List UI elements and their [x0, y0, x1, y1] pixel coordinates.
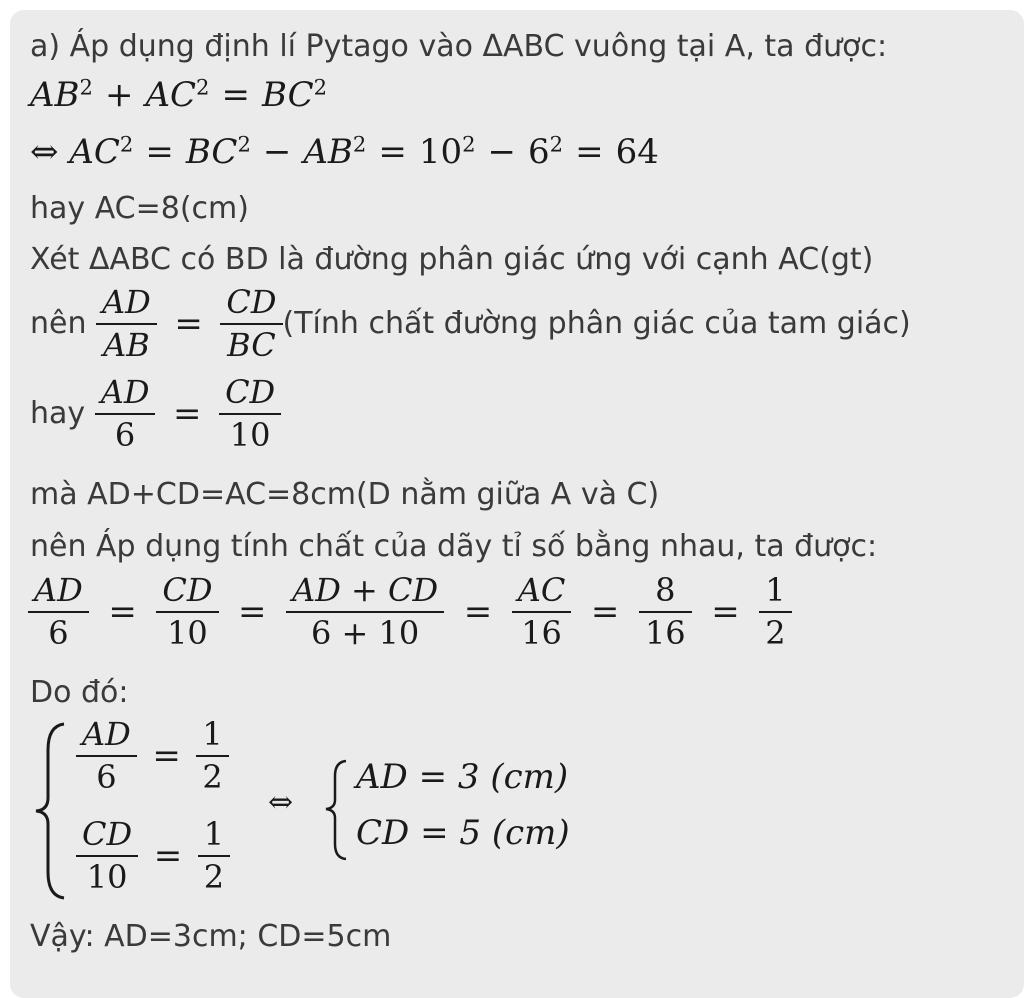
exponent: 2: [352, 131, 367, 157]
fraction-cd-bc: [220, 282, 282, 366]
equals-sign: =: [153, 835, 183, 876]
number-6: 6: [528, 132, 550, 172]
numerator: AD: [96, 282, 157, 325]
denominator: BC: [227, 325, 276, 364]
denominator: AB: [103, 325, 150, 364]
fraction-cd-10: [156, 570, 218, 654]
equals-sign: =: [108, 591, 137, 632]
exponent: 2: [79, 74, 93, 100]
ac-computation: ⇔ $AC^2 = BC^2 - AB^2 = 10^2 - 6^2 = 64$: [30, 131, 659, 172]
term-bc: BC: [261, 75, 314, 115]
equals-sign: =: [463, 591, 493, 632]
numerator: AC: [512, 570, 572, 613]
property-note: (Tính chất đường phân giác của tam giác): [282, 305, 911, 341]
exponent: 2: [237, 131, 251, 157]
denominator: 2: [202, 757, 223, 796]
term-ab: AB: [30, 75, 80, 115]
sum-line: mà AD+CD=AC=8cm(D nằm giữa A và C): [30, 477, 660, 512]
fraction-1-2: [198, 814, 230, 898]
exponent: 2: [549, 131, 564, 157]
numerator: 1: [198, 814, 230, 857]
ac-result-line: hay AC=8(cm): [30, 191, 249, 226]
right-brace: [322, 758, 350, 862]
fraction-cd-10: [219, 372, 281, 456]
exponent: 2: [119, 131, 134, 157]
number-10: 10: [418, 132, 463, 172]
ratio-chain: [28, 570, 792, 654]
term-bc: BC: [185, 132, 238, 172]
fraction-ad-6: [76, 714, 137, 798]
fraction-ad-ab: [96, 282, 157, 366]
denominator: 6 + 10: [311, 613, 420, 652]
numerator: 1: [759, 570, 791, 613]
fraction-ad-6: [95, 372, 156, 456]
pythagoras-equation: $AB^2 + AC^2 = BC^2$: [30, 74, 328, 115]
fraction-ad-6: [28, 570, 89, 654]
result-64: 64: [615, 132, 659, 172]
ratio-property-line: nên Áp dụng tính chất của dãy tỉ số bằng nhau, ta được:: [30, 529, 878, 564]
equals-sign: =: [174, 303, 203, 344]
fraction-sum: [286, 570, 444, 654]
denominator: 10: [86, 857, 128, 896]
numerator: CD: [220, 282, 282, 325]
bisector-property-line: [30, 282, 911, 366]
ratio-line: [30, 372, 281, 456]
numerator: AD: [28, 570, 89, 613]
denominator: 2: [765, 613, 786, 652]
term-ab: AB: [303, 132, 353, 172]
equivalence-arrow: ⇔: [268, 785, 294, 820]
term-ac: AC: [69, 132, 120, 172]
prefix-text: nên: [30, 305, 87, 341]
result-ad: AD = 3 (cm): [356, 757, 569, 797]
bisector-line: Xét ΔABC có BD là đường phân giác ứng với cạnh AC(gt): [30, 242, 874, 277]
denominator: 16: [644, 613, 686, 652]
denominator: 16: [521, 613, 562, 652]
numerator: CD: [219, 372, 281, 415]
denominator: 6: [48, 613, 69, 652]
fraction-ac-16: [512, 570, 572, 654]
denominator: 10: [229, 415, 271, 454]
system-row-2: [76, 814, 230, 898]
therefore-line: Do đó:: [30, 675, 129, 710]
result-cd: CD = 5 (cm): [356, 813, 570, 853]
numerator: AD: [95, 372, 156, 415]
intro-line: a) Áp dụng định lí Pytago vào ΔABC vuông tại A, ta được:: [30, 29, 888, 64]
conclusion-line: Vậy: AD=3cm; CD=5cm: [30, 919, 392, 954]
fraction-cd-10: [76, 814, 138, 898]
equals-sign: =: [238, 591, 267, 632]
denominator: 10: [167, 613, 208, 652]
exponent: 2: [462, 131, 476, 157]
exponent: 2: [313, 74, 328, 100]
numerator: CD: [156, 570, 218, 613]
numerator: 1: [196, 714, 228, 757]
fraction-8-16: [639, 570, 692, 654]
left-brace: [30, 720, 70, 902]
fraction-1-2: [196, 714, 228, 798]
equals-sign: =: [711, 591, 740, 632]
equals-sign: =: [173, 393, 202, 434]
numerator: CD: [76, 814, 138, 857]
term-ac: AC: [145, 75, 197, 115]
numerator: 8: [639, 570, 692, 613]
denominator: 6: [114, 415, 136, 454]
denominator: 6: [96, 757, 117, 796]
fraction-1-2: [759, 570, 791, 654]
prefix-text: hay: [30, 395, 86, 431]
numerator: AD: [76, 714, 137, 757]
equivalence-arrow: ⇔: [30, 132, 59, 172]
numerator: AD + CD: [286, 570, 444, 613]
equals-sign: =: [590, 591, 620, 632]
equals-sign: =: [152, 735, 181, 776]
exponent: 2: [196, 74, 210, 100]
denominator: 2: [203, 857, 225, 896]
system-row-1: [76, 714, 229, 798]
